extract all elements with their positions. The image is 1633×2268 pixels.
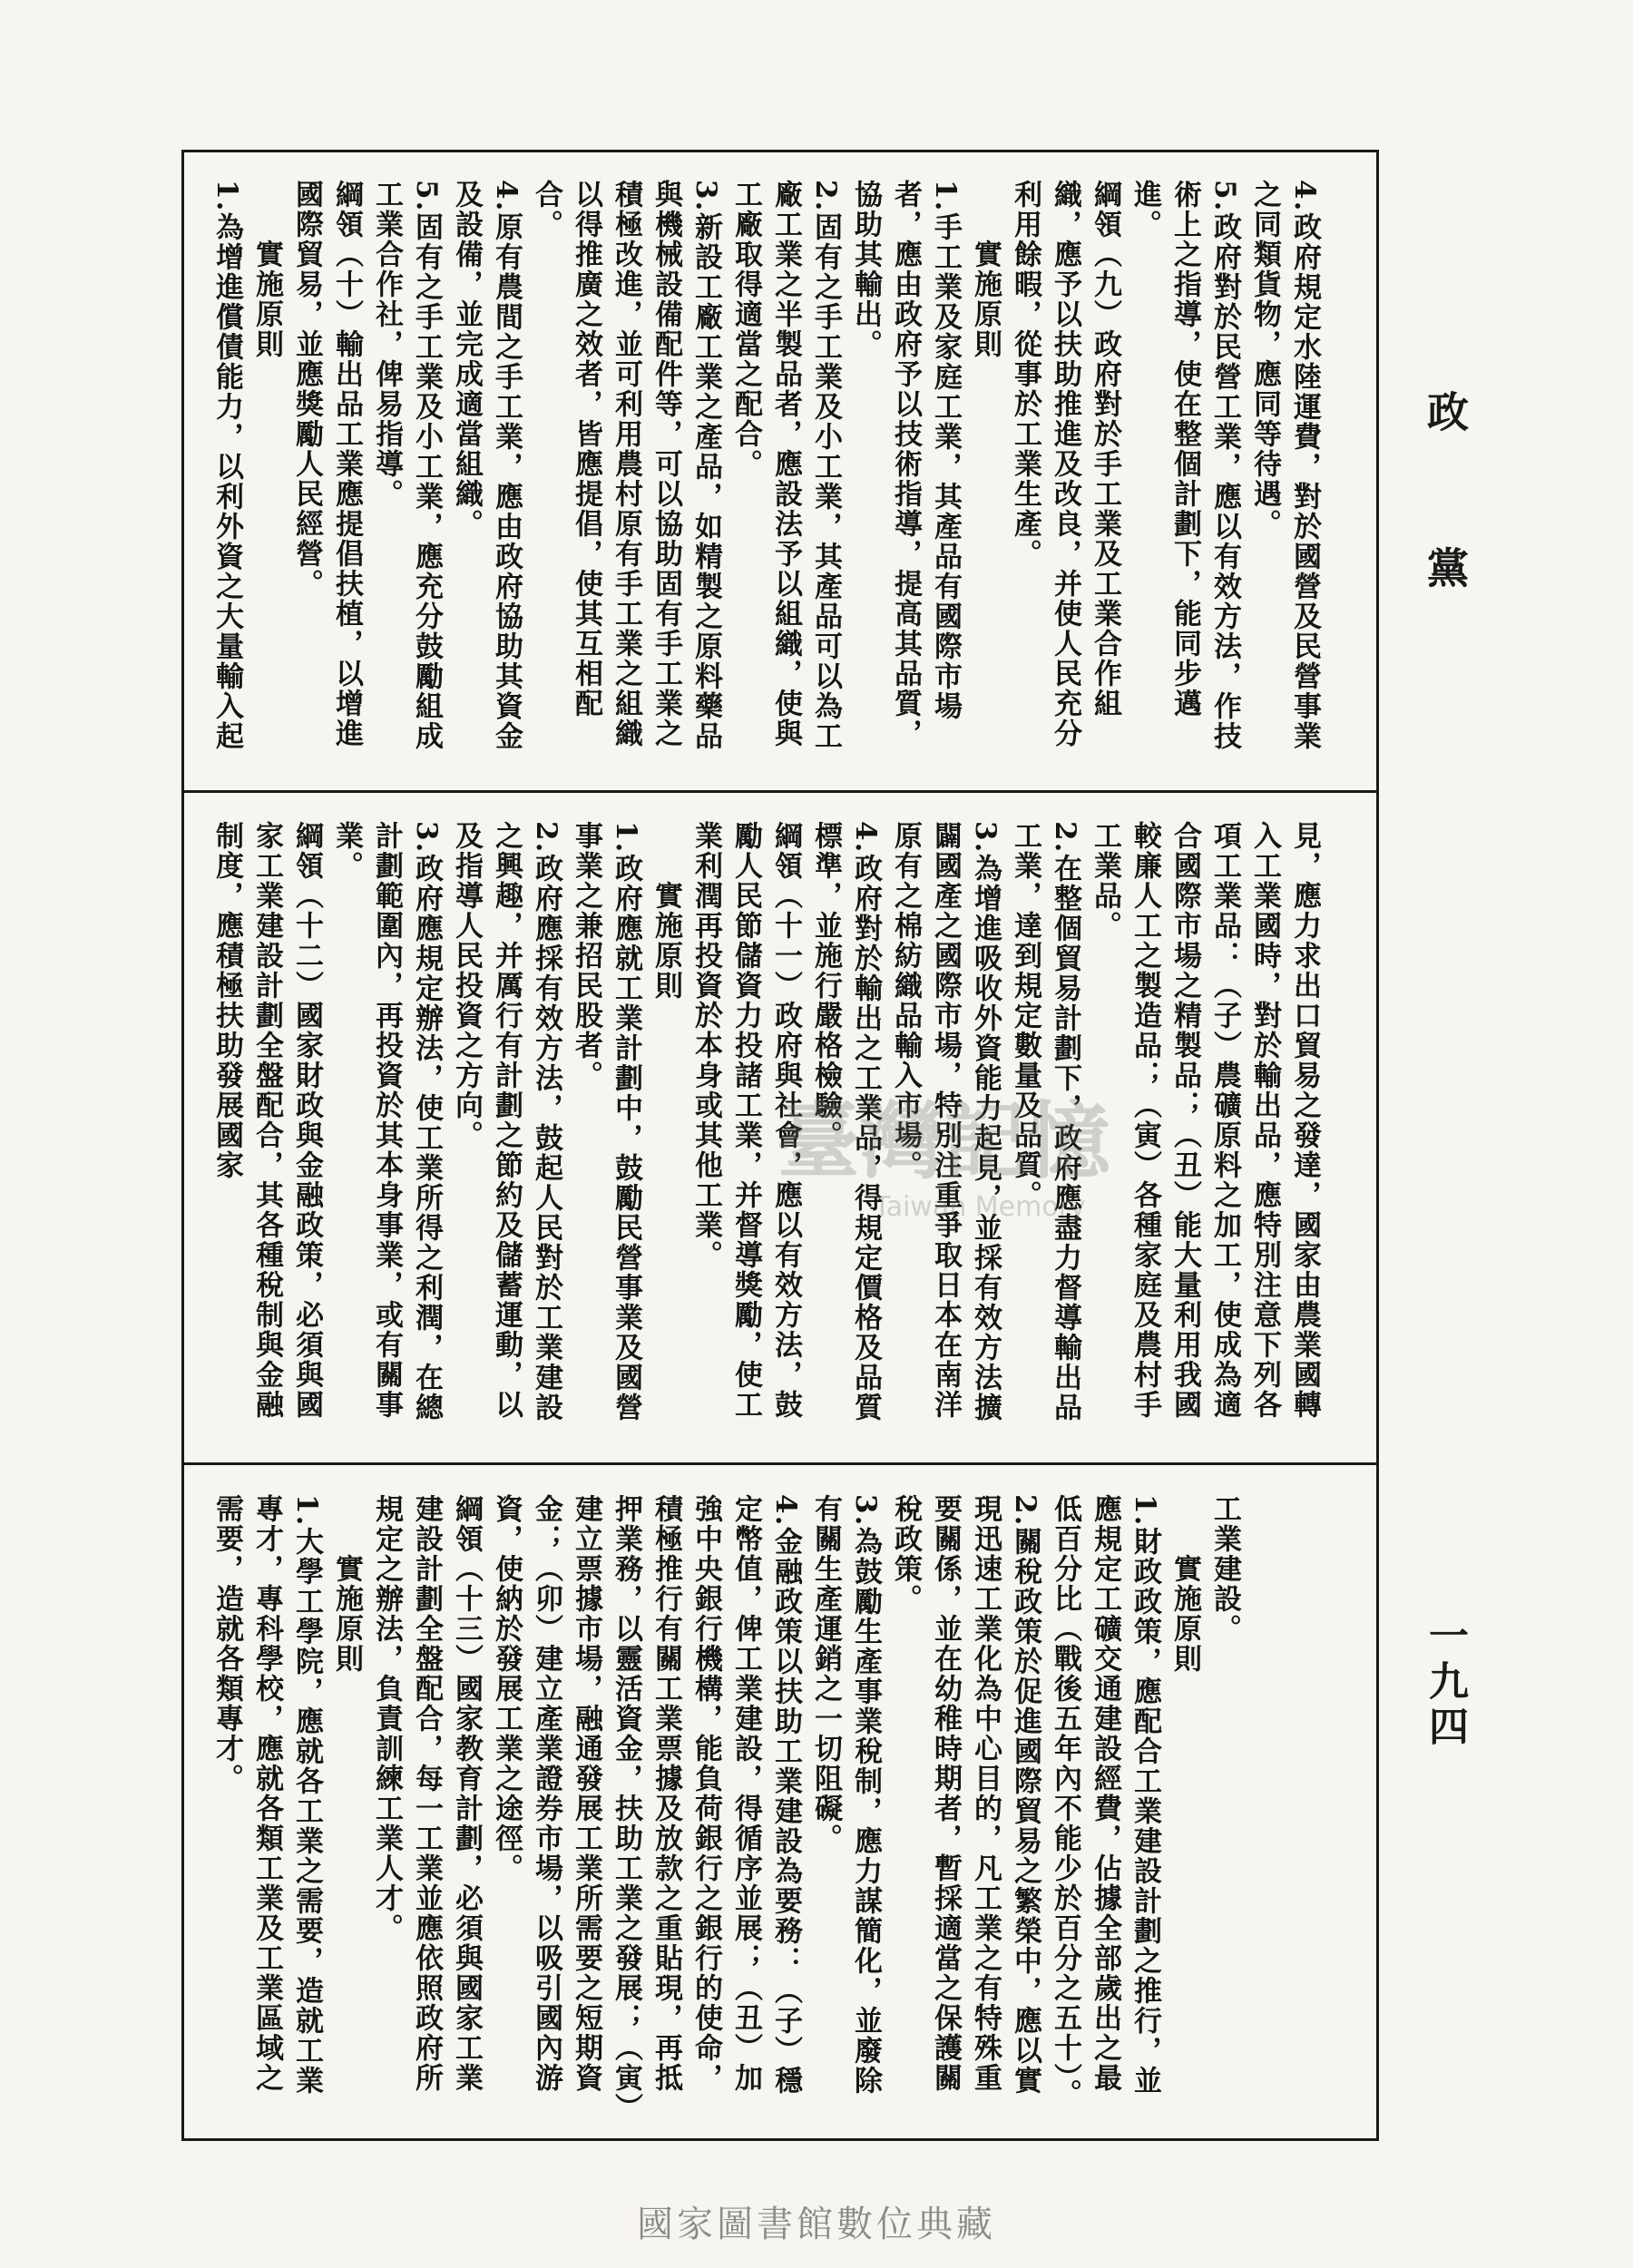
text-block-bottom — [181, 1467, 1379, 2138]
page-number: 一九四 — [1422, 1615, 1468, 1751]
body-text-top: 4.政府規定水陸運費，對於國營及民營事業之同類貨物，應同等待遇。 5.政府對於民營工業，應以有效方法，作技術上之指導，使在整個計劃下，能同步邁進。 綱領（九）政府對於手工業及工業合作組織，應予以扶助推進及改良，并使人民充分利用餘暇，從事於工業生產。 實施原則 1.手工業及家庭工業，其產品有國際市場者，應由政府予以技術指導，提高其品質，協助其輸出。 2.固有之手工業及小工業，其產品可以為工廠工業之半製品者，應設法予以組織，使與工廠取得適當之配合。 3.新設工廠工業之產品，如精製之原料藥品與機械設備配件等，可以協助固有手工業之積極改進，並可利用農村原有手工業之組織以得推廣之效者，皆應提倡，使其互相配合。 4.原有農間之手工業，應由政府協助其資金及設備，並完成適當組織。 5.固有之手工業及小工業，應充分鼓勵組成工業合作社，俾易指導。 綱領（十）輸出品工業應提倡扶植，以增進國際貿易，並應獎勵人民經營。 實施原則 1.為增進償債能力，以利外資之大量輸入起 — [210, 180, 1321, 752]
footer-credit: 國家圖書館數位典藏 — [637, 2204, 996, 2245]
running-header: 政 黨 — [1421, 390, 1470, 624]
divider-rule — [181, 1462, 1379, 1465]
divider-rule — [181, 790, 1379, 793]
text-block-middle — [181, 794, 1379, 1461]
watermark-main-text: 臺灣記憶 — [776, 1092, 1111, 1190]
watermark-sub-text: Taiwan Memory — [874, 1191, 1086, 1223]
body-text-bottom: 工業建設。 實施原則 1.財政政策，應配合工業建設計劃之推行，並應規定工礦交通建設經費，佔據全部歲出之最低百分比（戰後五年內不能少於百分之五十）。 2.關稅政策於促進國際貿易之繁榮中，應以實現迅速工業化為中心目的，凡工業之有特殊重要關係，並在幼稚時期者，暫採適當之保護關稅政策。 3.為鼓勵生產事業稅制，應力謀簡化，並廢除有關生產運銷之一切阻礙。 4.金融政策以扶助工業建設為要務：（子）穩定幣值，俾工業建設，得循序並展；（丑）加強中央銀行機構，能負荷銀行之銀行的使命，積極推行有關工業票據及放款之重貼現，再抵押業務，以靈活資金，扶助工業之發展；（寅）建立票據市場，融通發展工業所需要之短期資金；（卯）建立產業證券市場，以吸引國內游資，使納於發展工業之途徑。 綱領（十三）國家教育計劃，必須與國家工業建設計劃全盤配合，每一工業並應依照政府所規定之辦法，負責訓練工業人才。 實施原則 1.大學工學院，應就各工業之需要，造就工業專才，專科學校，應就各類工業及工業區域之需要，造就各類專才。 — [210, 1494, 1241, 2109]
body-text-middle: 見，應力求出口貿易之發達，國家由農業國轉入工業國時，對於輸出品，應特別注意下列各項工業品：（子）農礦原料之加工，使成為適合國際市場之精製品；（丑）能大量利用我國較廉人工之製造品；（寅）各種家庭及農村手工業品。 2.在整個貿易計劃下，政府應盡力督導輸出品工業，達到規定數量及品質。 3.為增進吸收外資能力起見，並採有效方法擴闢國產之國際市場，特別注重爭取日本在南洋原有之棉紡織品輸入市場。 4.政府對於輸出之工業品，得規定價格及品質標準，並施行嚴格檢驗。 綱領（十一）政府與社會，應以有效方法，鼓勵人民節儲資力投諸工業，并督導獎勵，使工業利潤再投資於本身或其他工業。 實施原則 1.政府應就工業計劃中，鼓勵民營事業及國營事業之兼招民股者。 2.政府應採有效方法，鼓起人民對於工業建設之興趣，并厲行有計劃之節約及儲蓄運動，以及指導人民投資之方向。 3.政府應規定辦法，使工業所得之利潤，在總計劃範圍內，再投資於其本身事業，或有關事業。 綱領（十二）國家財政與金融政策，必須與國家工業建設計劃全盤配合，其各種稅制與金融制度，應積極扶助發展國家 — [210, 821, 1321, 1423]
text-block-top — [181, 152, 1379, 787]
